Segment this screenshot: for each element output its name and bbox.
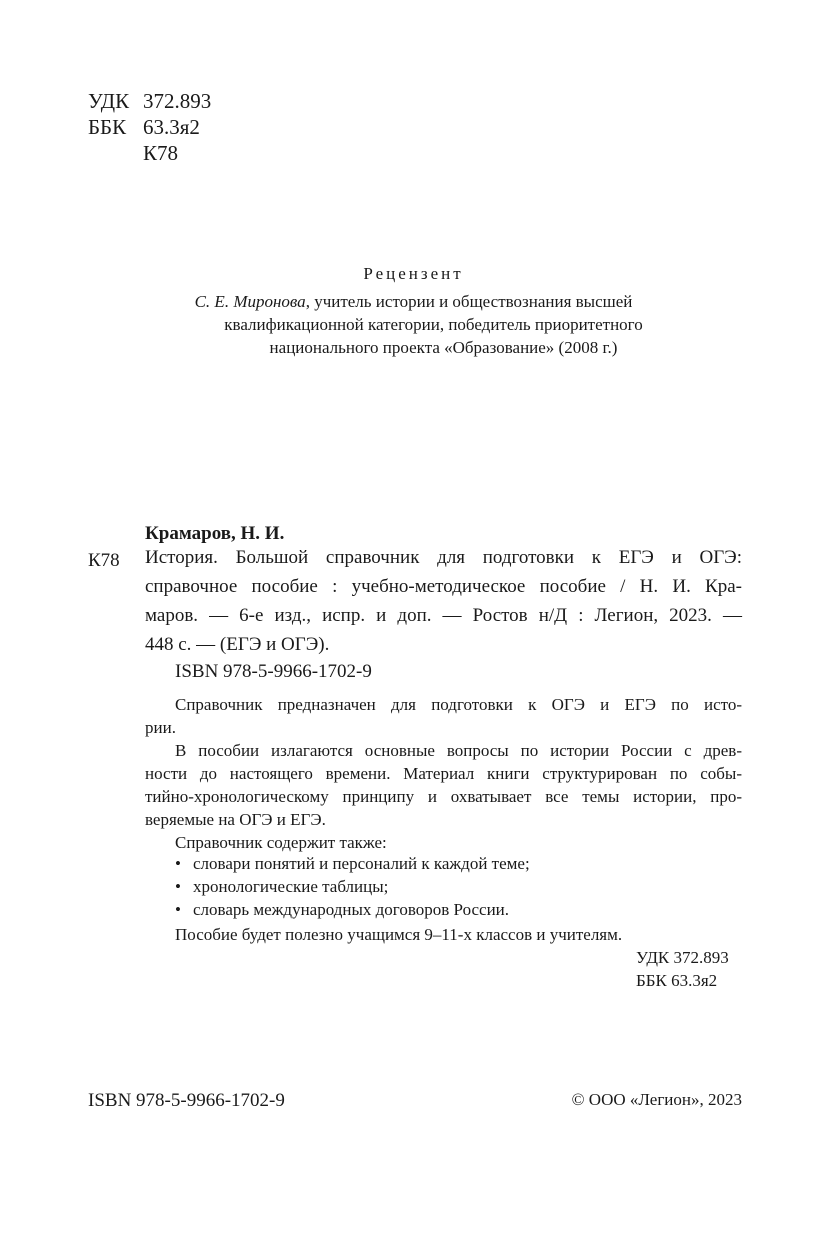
udk-top xyxy=(88,88,211,114)
reviewer-line-3: национального проекта «Образование» (2008 г.) xyxy=(269,338,618,357)
reviewer-line-1 xyxy=(0,292,827,312)
reviewer-line-2: квалификационной категории, победитель приоритетного xyxy=(224,315,643,334)
bullet-text: словари понятий и персоналий к каждой теме; xyxy=(193,854,530,873)
annotation-p1-line-2: рии. xyxy=(145,718,176,737)
copyright: © ООО «Легион», 2023 xyxy=(571,1090,742,1109)
isbn-footer: ISBN 978-5-9966-1702-9 xyxy=(88,1090,285,1111)
bullet-dot-icon: • xyxy=(175,900,181,919)
reviewer-heading: Рецензент xyxy=(363,264,464,283)
annotation-p3: Справочник содержит также: xyxy=(175,833,387,852)
bullet-text: хронологические таблицы; xyxy=(193,877,389,896)
bullet-item xyxy=(175,854,530,874)
udk-bottom: УДК 372.893 xyxy=(636,948,729,967)
annotation-p4: Пособие будет полезно учащимся 9–11-х классов и учителям. xyxy=(175,925,623,944)
udk-value: 372.893 xyxy=(143,89,212,113)
annotation-p1-line-1: Справочник предназначен для подготовки к ОГЭ и ЕГЭ по исто- xyxy=(175,695,742,714)
author-code-main: К78 xyxy=(88,550,120,571)
bullet-text: словарь международных договоров России. xyxy=(193,900,510,919)
annotation-p2-line-4: веряемые на ОГЭ и ЕГЭ. xyxy=(145,810,326,829)
isbn-main: ISBN 978-5-9966-1702-9 xyxy=(175,661,372,682)
annotation-p2-line-1: В пособии излагаются основные вопросы по истории России с древ- xyxy=(175,741,742,760)
bullet-dot-icon: • xyxy=(175,877,181,896)
bullet-item xyxy=(175,877,388,897)
bullet-dot-icon: • xyxy=(175,854,181,873)
biblio-line-1: История. Большой справочник для подготовки к ЕГЭ и ОГЭ: xyxy=(145,547,742,568)
author-heading: Крамаров, Н. И. xyxy=(145,523,285,544)
bbk-value: 63.3я2 xyxy=(143,115,200,139)
reviewer-line-1-rest: , учитель истории и обществознания высшей xyxy=(305,292,633,311)
biblio-line-3: маров. — 6-е изд., испр. и доп. — Ростов н/Д : Легион, 2023. — xyxy=(145,605,742,626)
author-code-top: К78 xyxy=(143,141,179,165)
udk-label: УДК xyxy=(88,89,130,113)
biblio-line-4: 448 с. — (ЕГЭ и ОГЭ). xyxy=(145,634,330,655)
annotation-p2-line-3: тийно-хронологическому принципу и охватывает все темы истории, про- xyxy=(145,787,742,806)
biblio-line-2: справочное пособие : учебно-методическое пособие / Н. И. Кра- xyxy=(145,576,742,597)
bbk-bottom: ББК 63.3я2 xyxy=(636,971,718,990)
bbk-top xyxy=(88,114,200,140)
annotation-p2-line-2: ности до настоящего времени. Материал книги структурирован по собы- xyxy=(145,764,742,783)
reviewer-name: С. Е. Миронова xyxy=(194,292,306,311)
bullet-item xyxy=(175,900,509,920)
bbk-label: ББК xyxy=(88,115,127,139)
